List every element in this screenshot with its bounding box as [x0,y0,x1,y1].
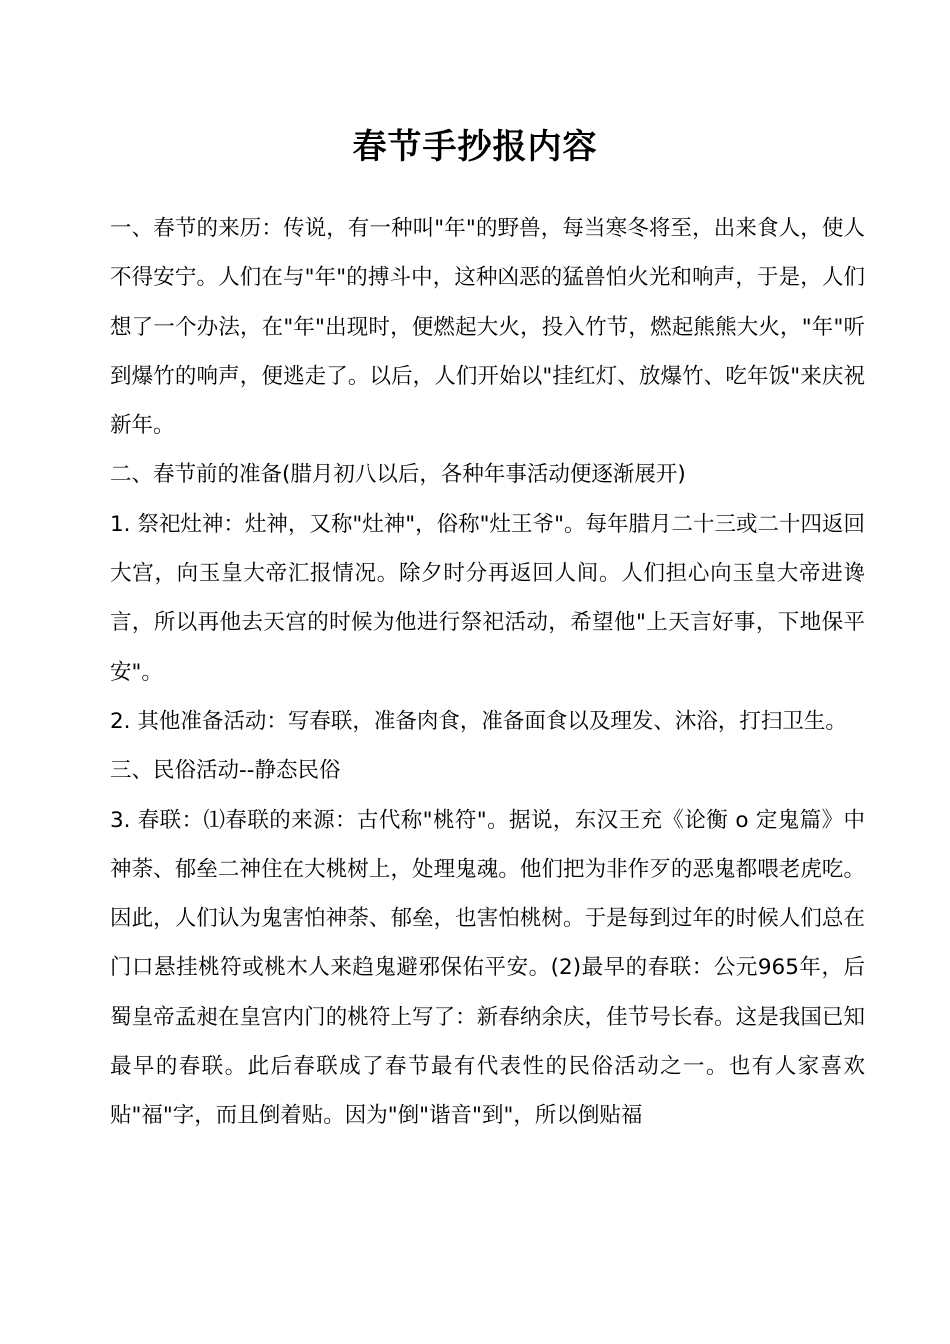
document-body [110,204,865,1141]
paragraph-other-preparations: 2. 其他准备活动：写春联，准备肉食，准备面食以及理发、沐浴，打扫卫生。 [110,708,847,734]
section-heading-customs: 三、民俗活动--静态民俗 [110,758,341,784]
paragraph-kitchen-god: 1. 祭祀灶神：灶神，又称"灶神"，俗称"灶王爷"。每年腊月二十三或二十四返回大宫，向玉皇大帝汇报情况。除夕时分再返回人间。人们担心向玉皇大帝进谗言，所以再他去天宫的时候为他进行祭祀活动，希望他"上天言好事，下地保平安"。 [110,511,865,685]
paragraph-origin: 一、春节的来历：传说，有一种叫"年"的野兽，每当寒冬将至，出来食人，使人不得安宁。人们在与"年"的搏斗中，这种凶恶的猛兽怕火光和响声，于是，人们想了一个办法，在"年"出现时，便燃起大火，投入竹节，燃起熊熊大火，"年"听到爆竹的响声，便逃走了。以后，人们开始以"挂红灯、放爆竹、吃年饭"来庆祝新年。 [110,216,865,439]
paragraph-couplets: 3. 春联：⑴春联的来源：古代称"桃符"。据说，东汉王充《论衡 o 定鬼篇》中神荼、郁垒二神住在大桃树上，处理鬼魂。他们把为非作歹的恶鬼都喂老虎吃。因此，人们认为鬼害怕神荼、郁垒，也害怕桃树。于是每到过年的时候人们总在门口悬挂桃符或桃木人来趋鬼避邪保佑平安。(2)最早的春联：公元965年，后蜀皇帝孟昶在皇宫内门的桃符上写了：新春纳余庆，佳节号长春。这是我国已知最早的春联。此后春联成了春节最有代表性的民俗活动之一。也有人家喜欢贴"福"字，而且倒着贴。因为"倒"谐音"到"，所以倒贴福 [110,807,865,1129]
section-heading-preparation: 二、春节前的准备(腊月初八以后，各种年事活动便逐渐展开) [110,462,686,488]
page-title: 春节手抄报内容 [352,126,598,167]
